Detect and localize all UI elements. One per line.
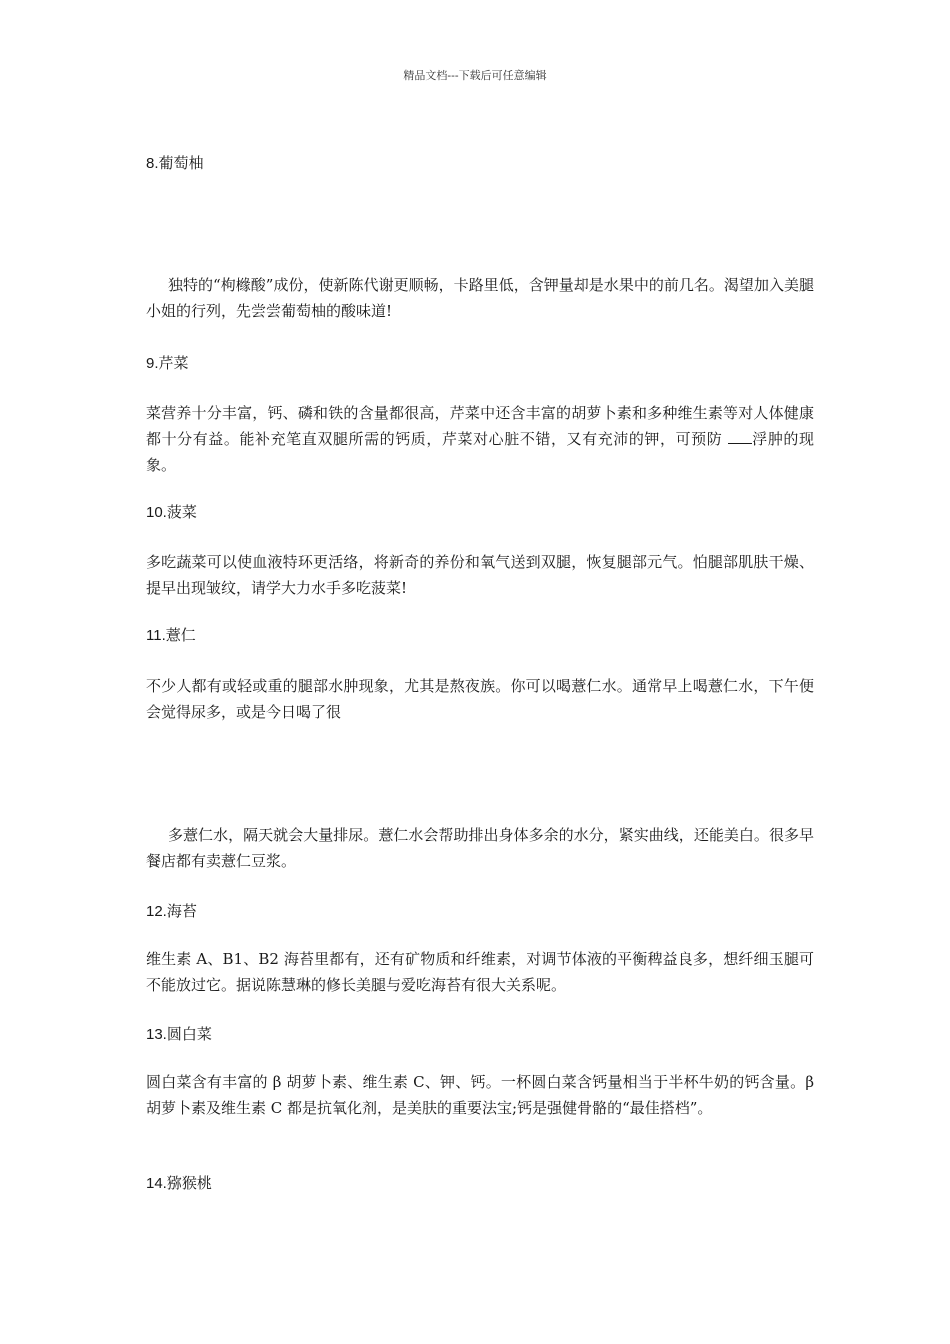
paragraph-coix-seed-part2: 多薏仁水，隔天就会大量排尿。薏仁水会帮助排出身体多余的水分，紧实曲线，还能美白。很多早餐店都有卖薏仁豆浆。 xyxy=(146,826,814,870)
section-heading-coix-seed: 11.薏仁 xyxy=(146,627,196,644)
section-heading-grapefruit: 8.葡萄柚 xyxy=(146,155,204,172)
paragraph-coix-seed-part1: 不少人都有或轻或重的腿部水肿现象，尤其是熬夜族。你可以喝薏仁水。通常早上喝薏仁水，下午便会觉得尿多，或是今日喝了很 xyxy=(146,677,814,721)
paragraph-celery-part2: 浮肿的现象。 xyxy=(146,430,814,474)
paragraph-celery-part1: 菜营养十分丰富，钙、磷和铁的含量都很高，芹菜中还含丰富的胡萝卜素和多种维生素等对人体健康都十分有益。能补充笔直双腿所需的钙质，芹菜对心脏不错，又有充沛的钾，可预防 xyxy=(146,404,814,448)
paragraph-cabbage: 圆白菜含有丰富的 β 胡萝卜素、维生素 C、钾、钙。一杯圆白菜含钙量相当于半杯牛奶的钙含量。β 胡萝卜素及维生素 C 都是抗氧化剂，是美肤的重要法宝;钙是强健骨骼的“最佳搭档”。 xyxy=(146,1073,814,1117)
section-heading-spinach: 10.菠菜 xyxy=(146,504,197,521)
section-heading-cabbage: 13.圆白菜 xyxy=(146,1026,212,1043)
section-heading-celery: 9.芹菜 xyxy=(146,355,189,372)
section-heading-kiwi: 14.猕猴桃 xyxy=(146,1175,212,1192)
section-heading-seaweed: 12.海苔 xyxy=(146,903,197,920)
page-header: 精品文档---下载后可任意编辑 xyxy=(403,69,547,82)
paragraph-celery xyxy=(146,400,814,478)
paragraph-spinach: 多吃蔬菜可以使血液特环更活络，将新奇的养份和氧气送到双腿，恢复腿部元气。怕腿部肌肤干燥、提早出现皱纹，请学大力水手多吃菠菜! xyxy=(146,553,814,597)
paragraph-grapefruit: 独特的“枸橼酸”成份，使新陈代谢更顺畅，卡路里低，含钾量却是水果中的前几名。渴望加入美腿小姐的行列，先尝尝葡萄柚的酸味道! xyxy=(146,276,814,320)
blank-underline xyxy=(728,429,752,444)
paragraph-seaweed: 维生素 A、B1、B2 海苔里都有，还有矿物质和纤维素，对调节体液的平衡稗益良多，想纤细玉腿可不能放过它。据说陈慧琳的修长美腿与爱吃海苔有很大关系呢。 xyxy=(146,950,814,994)
